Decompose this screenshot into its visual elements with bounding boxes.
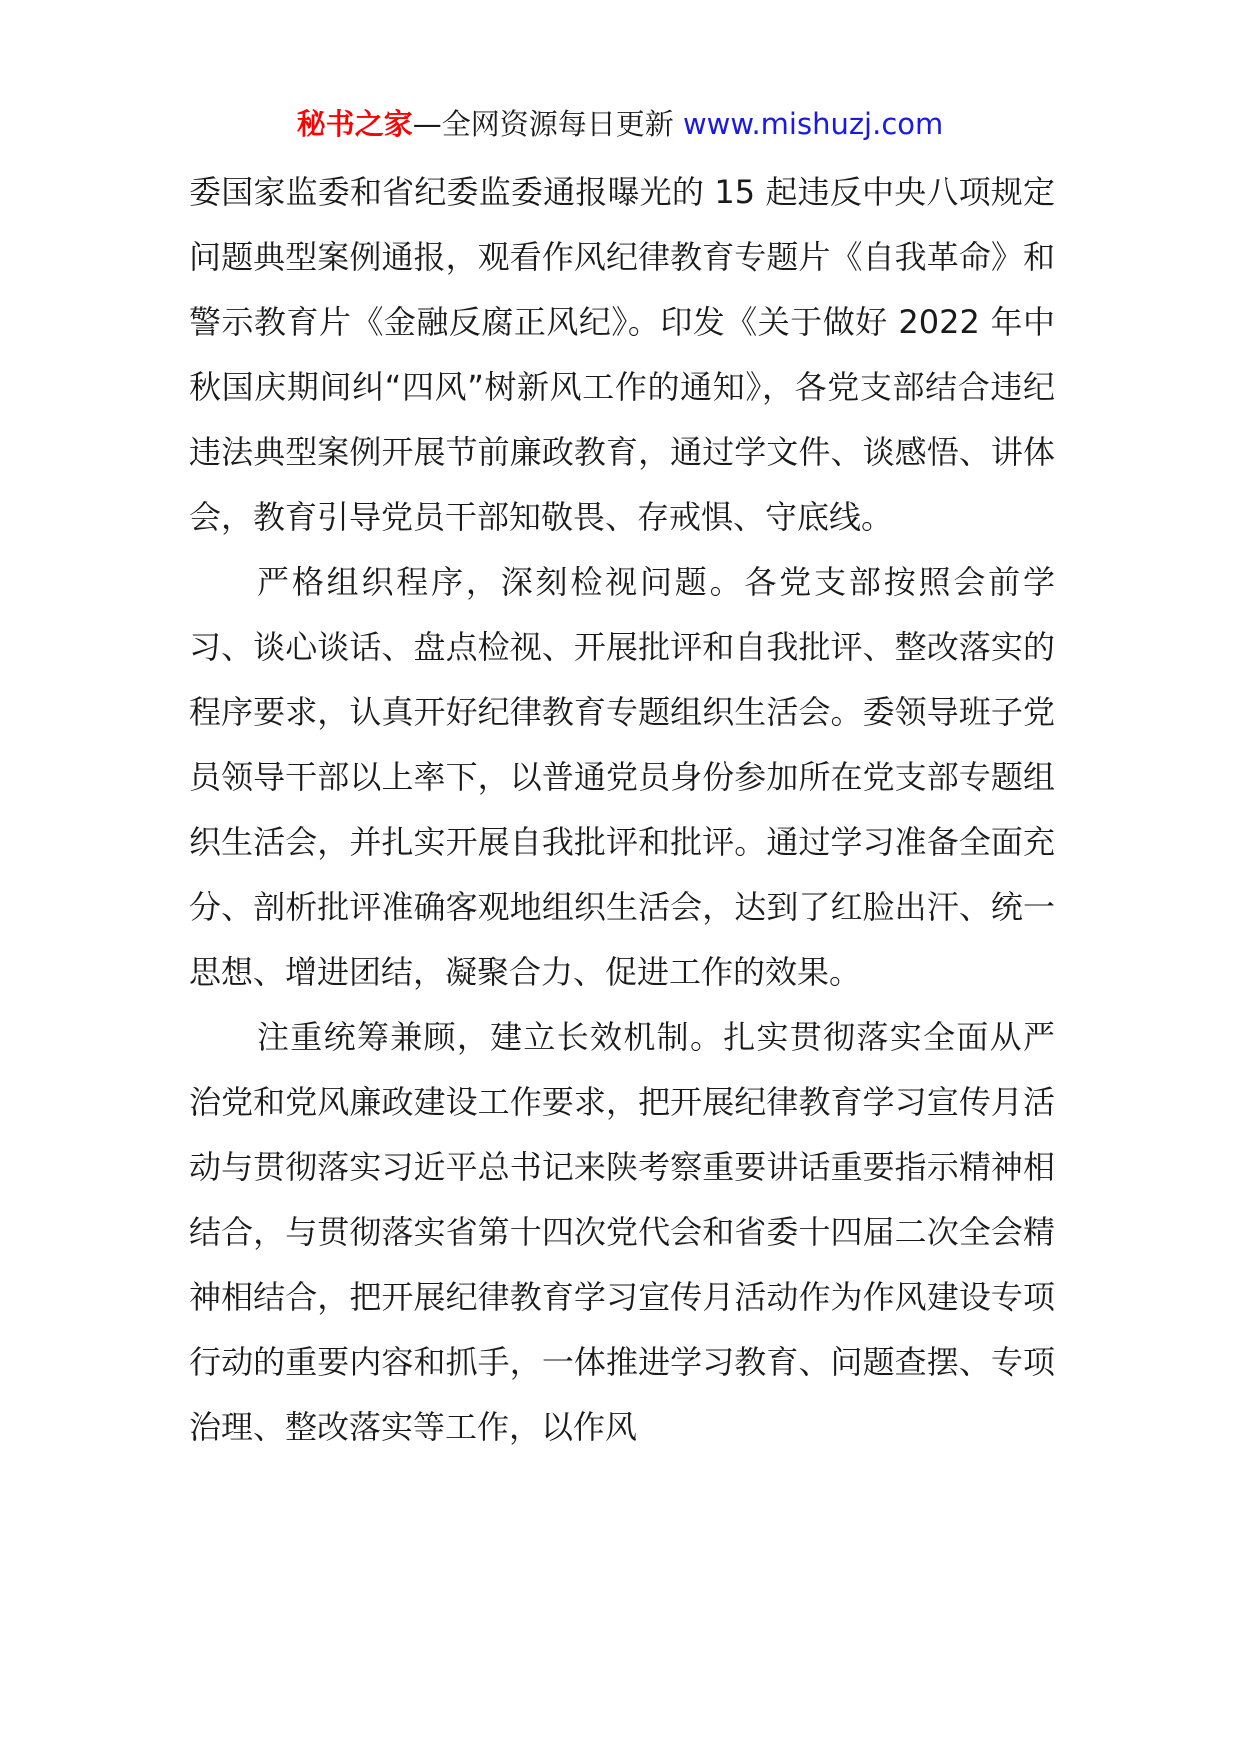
- paragraph-long-term-mechanism: 注重统筹兼顾，建立长效机制。扎实贯彻落实全面从严治党和党风廉政建设工作要求，把开展纪律教育学习宣传月活动与贯彻落实习近平总书记来陕考察重要讲话重要指示精神相结合，与贯彻落实省第十四次党代会和省委十四届二次全会精神相结合，把开展纪律教育学习宣传月活动作为作风建设专项行动的重要内容和抓手，一体推进学习教育、问题查摆、专项治理、整改落实等工作，以作风: [189, 1018, 1055, 1446]
- header-tagline: —全网资源每日更新: [412, 107, 683, 141]
- paragraph-continued: 委国家监委和省纪委监委通报曝光的 15 起违反中央八项规定问题典型案例通报，观看作风纪律教育专题片《自我革命》和警示教育片《金融反腐正风纪》。印发《关于做好 2022 年中秋国庆期间纠“四风”树新风工作的通知》，各党支部结合违纪违法典型案例开展节前廉政教育，通过学文件、谈感悟、讲体会，教育引导党员干部知敬畏、存戒惧、守底线。: [189, 173, 1055, 536]
- header-brand: 秘书之家: [296, 107, 413, 141]
- page-header: [0, 98, 1240, 150]
- document-body: [189, 160, 1055, 1460]
- header-url-link[interactable]: www.mishuzj.com: [682, 107, 944, 141]
- paragraph-organization-procedure: 严格组织程序，深刻检视问题。各党支部按照会前学习、谈心谈话、盘点检视、开展批评和自我批评、整改落实的程序要求，认真开好纪律教育专题组织生活会。委领导班子党员领导干部以上率下，以普通党员身份参加所在党支部专题组织生活会，并扎实开展自我批评和批评。通过学习准备全面充分、剖析批评准确客观地组织生活会，达到了红脸出汗、统一思想、增进团结，凝聚合力、促进工作的效果。: [189, 563, 1055, 991]
